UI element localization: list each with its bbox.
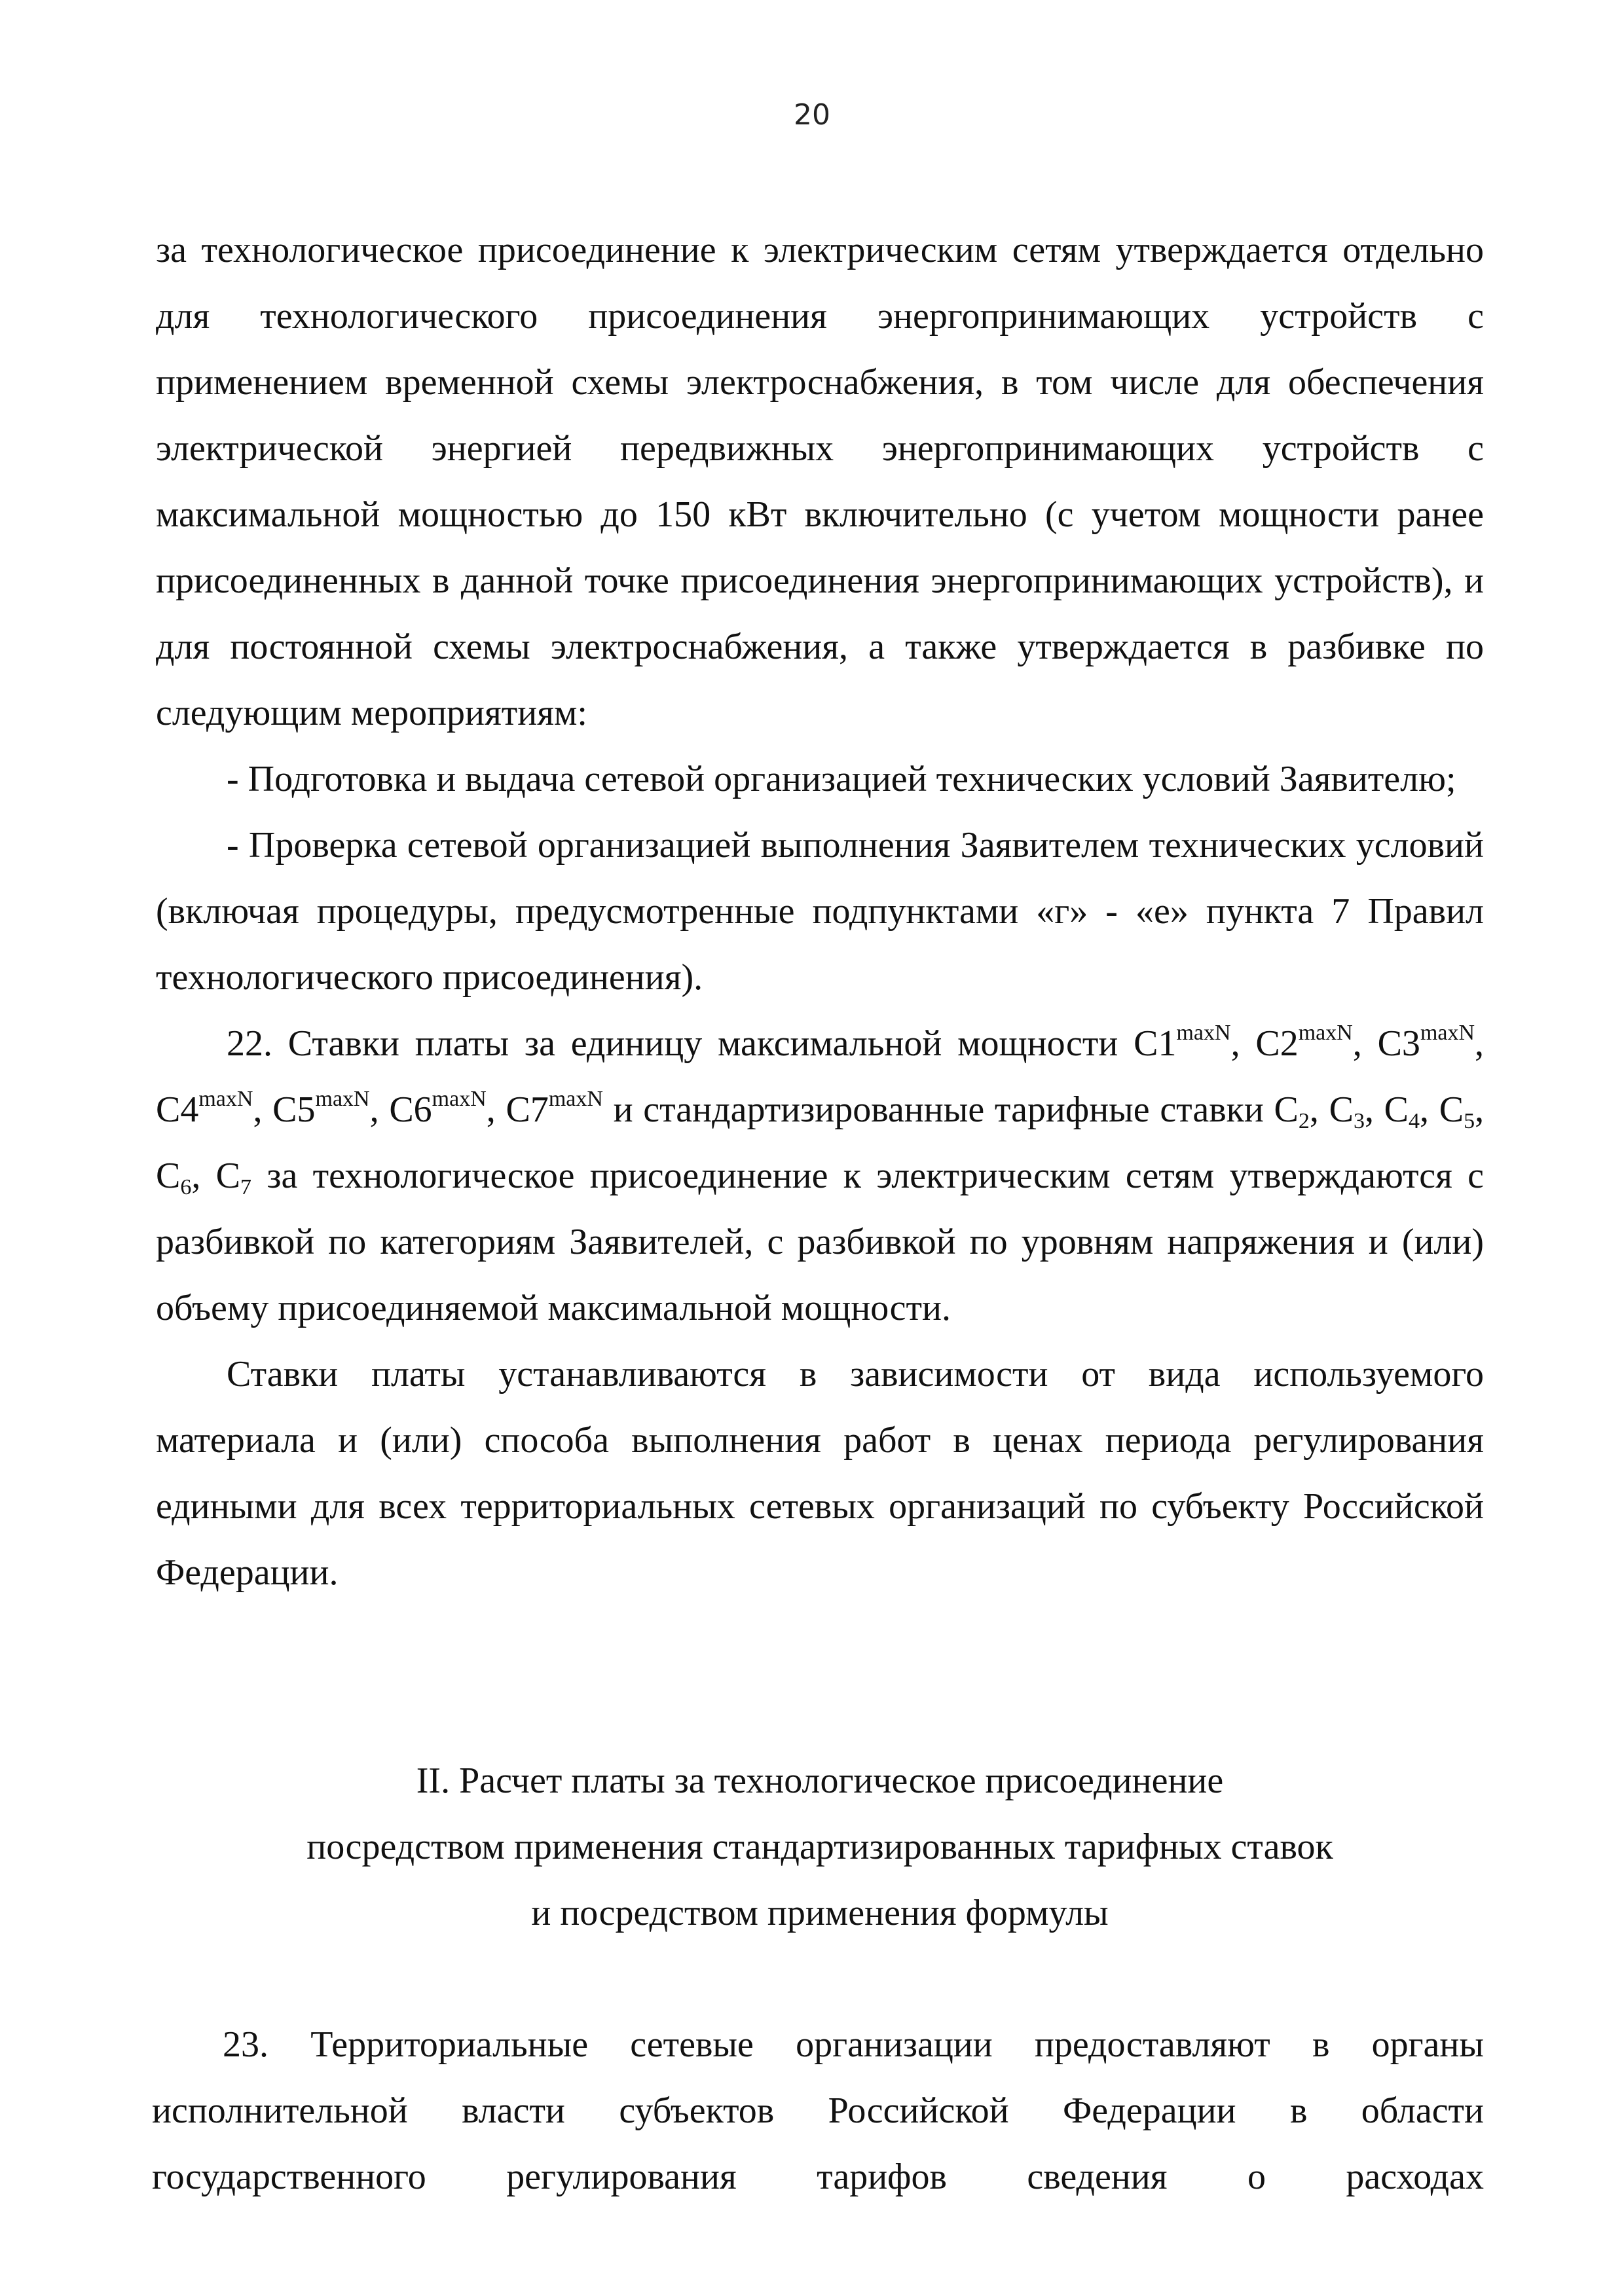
section-heading-line: и посредством применения формулы — [531, 1893, 1109, 1933]
list-item: - Подготовка и выдача сетевой организацией технических условий Заявителю; — [227, 759, 1456, 799]
section-heading-line: II. Расчет платы за технологическое присоединение — [416, 1760, 1224, 1801]
list-item: - Проверка сетевой организацией выполнения Заявителем технических условий (включая процедуры, предусмотренные подпунктами «г» - «е» пункта 7 Правил технологического присоединения). — [156, 825, 1484, 998]
section-heading-line: посредством применения стандартизированных тарифных ставок — [306, 1827, 1333, 1867]
page-number: 20 — [794, 98, 830, 132]
paragraph-rates: Ставки платы устанавливаются в зависимости от вида используемого материала и (или) способа выполнения работ в ценах периода регулирования едиными для всех территориальных сетевых организаций по субъекту Российской Федерации. — [156, 1354, 1484, 1593]
section-heading — [156, 1748, 1484, 1946]
paragraph-intro: за технологическое присоединение к электрическим сетям утверждается отдельно для технологического присоединения энергопринимающих устройств с применением временной схемы электроснабжения, в том числе для обеспечения электрической энергией передвижных энергопринимающих устройств с максимальной мощностью до 150 кВт включительно (с учетом мощности ранее присоединенных в данной точке присоединения энергопринимающих устройств), и для постоянной схемы электроснабжения, а также утверждается в разбивке по следующим мероприятиям: — [156, 230, 1484, 733]
main-text — [156, 217, 1484, 1606]
paragraph-23-block — [152, 2012, 1484, 2210]
paragraph-23: 23. Территориальные сетевые организации предоставляют в органы исполнительной власти субъектов Российской Федерации в области государственного регулирования тарифов сведения о расходах — [152, 2024, 1484, 2197]
paragraph-22: 22. Ставки платы за единицу максимальной мощности $C1^{maxN}$, $C2^{maxN}$, $C3^{maxN}$, $C4^{maxN}$, $C5^{maxN}$, $C6^{maxN}$, $C7^{maxN}$ и стандартизированные тарифные ставки $C_2$, $C_3$, $C_4$, $C_5$, $C_6$, $C_7$ за технологическое присоединение к электрическим сетям утверждаются с разбивкой по категориям Заявителей, с разбивкой по уровням напряжения и (или) объему присоединяемой максимальной мощности. — [156, 1021, 1485, 1328]
